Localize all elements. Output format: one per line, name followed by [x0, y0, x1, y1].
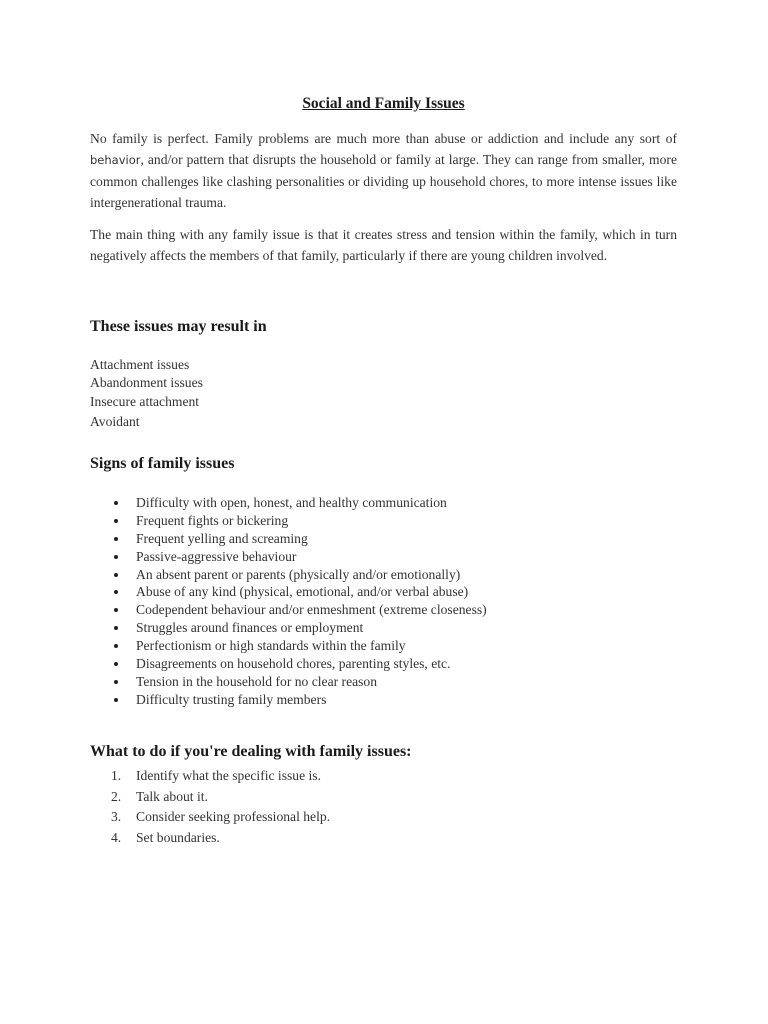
signs-heading: Signs of family issues	[90, 455, 235, 472]
list-item	[90, 601, 487, 619]
signs-list	[90, 494, 487, 709]
todo-heading: What to do if you're dealing with family issues:	[90, 743, 412, 760]
list-item: Attachment issues	[90, 357, 190, 372]
list-item-text: Difficulty with open, honest, and healthy communication	[136, 495, 447, 510]
list-item-text: Codependent behaviour and/or enmeshment (extreme closeness)	[136, 602, 487, 618]
list-number: 3.	[111, 809, 122, 824]
results-list	[90, 356, 203, 432]
list-item	[90, 583, 487, 601]
list-item	[90, 691, 487, 709]
list-item	[90, 494, 487, 512]
list-item	[90, 807, 330, 828]
intro-text-part2: , and/or pattern that disrupts the household or family at large. They can range from smaller, more common challenges like clashing personalities or dividing up household chores, to more intense issues like intergenerational trauma.	[90, 152, 677, 210]
list-item-text: Set boundaries.	[136, 829, 220, 845]
list-item-text: Difficulty trusting family members	[136, 691, 327, 707]
list-item	[90, 530, 487, 548]
bullet-icon	[114, 501, 118, 505]
document-title: Social and Family Issues	[302, 95, 465, 112]
bullet-icon	[114, 680, 118, 684]
second-paragraph: The main thing with any family issue is that it creates stress and tension within the family, which in turn negatively affects the members of that family, particularly if there are young children involved.	[90, 227, 677, 263]
list-item	[90, 828, 330, 849]
intro-text-part1: No family is perfect. Family problems are much more than abuse or addiction and include any sort of	[90, 131, 677, 146]
intro-paragraph	[90, 128, 677, 213]
list-item	[90, 637, 487, 655]
list-item-text: Passive-aggressive behaviour	[136, 548, 297, 564]
list-item-text: Perfectionism or high standards within the family	[136, 638, 406, 654]
list-item	[90, 619, 487, 637]
list-number: 2.	[111, 788, 122, 804]
list-item-text: Abuse of any kind (physical, emotional, and/or verbal abuse)	[136, 584, 469, 600]
bullet-icon	[114, 555, 118, 559]
list-item-text: Disagreements on household chores, parenting styles, etc.	[136, 656, 451, 672]
list-item-text: Identify what the specific issue is.	[136, 768, 321, 783]
list-item-text: Tension in the household for no clear reason	[136, 673, 378, 689]
list-number: 4.	[111, 829, 122, 845]
list-item-text: Talk about it.	[136, 788, 208, 804]
list-item	[90, 566, 487, 584]
list-item-text: An absent parent or parents (physically and/or emotionally)	[136, 566, 461, 582]
list-item: Avoidant	[90, 414, 140, 429]
bullet-icon	[114, 573, 118, 577]
list-item-text: Frequent fights or bickering	[136, 512, 289, 528]
list-item	[90, 766, 330, 787]
list-item	[90, 512, 487, 530]
list-item-text: Frequent yelling and screaming	[136, 530, 308, 546]
list-item-text: Consider seeking professional help.	[136, 809, 331, 824]
list-number: 1.	[111, 768, 122, 783]
list-item	[90, 548, 487, 566]
todo-list	[90, 766, 330, 848]
results-heading: These issues may result in	[90, 318, 267, 335]
list-item: Insecure attachment	[90, 394, 200, 409]
bullet-icon	[114, 537, 118, 541]
list-item-text: Struggles around finances or employment	[136, 620, 364, 636]
list-item	[90, 655, 487, 673]
bullet-icon	[114, 662, 118, 666]
intro-emphasis: behavior	[90, 153, 141, 167]
bullet-icon	[114, 590, 118, 594]
bullet-icon	[114, 698, 118, 702]
bullet-icon	[114, 519, 118, 523]
bullet-icon	[114, 626, 118, 630]
bullet-icon	[114, 608, 118, 612]
bullet-icon	[114, 644, 118, 648]
list-item	[90, 787, 330, 808]
list-item: Abandonment issues	[90, 375, 203, 390]
list-item	[90, 673, 487, 691]
